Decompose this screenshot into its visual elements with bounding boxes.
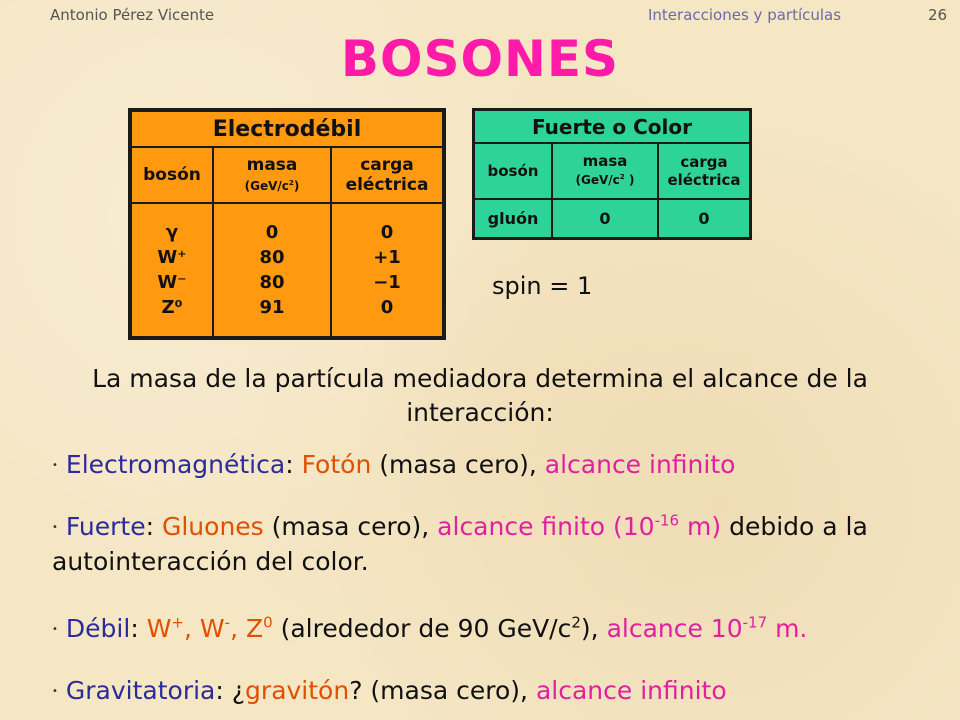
strong-tail: debido a la autointeracción del color. xyxy=(52,512,868,576)
weak-w-plus: W xyxy=(146,614,172,643)
em-mass: (masa cero), xyxy=(371,450,545,479)
slide-title: BOSONES xyxy=(340,30,620,88)
col-header-boson: bosón xyxy=(130,147,213,203)
weak-range-text: alcance 10 xyxy=(606,614,743,643)
mass-z: 91 xyxy=(259,297,285,318)
electroweak-table-title: Electrodébil xyxy=(130,110,444,147)
strong-carrier: Gluones xyxy=(161,512,264,541)
bullet-dot: • xyxy=(52,686,58,697)
spin-label: spin = 1 xyxy=(492,272,593,300)
strong-table xyxy=(472,108,752,240)
col-mass-unit-text: (GeV/c xyxy=(244,178,289,193)
strong-range xyxy=(437,512,721,541)
bullet-strong xyxy=(52,510,952,579)
weak-mass-sup: 2 xyxy=(571,613,581,632)
col-charge-line2: eléctrica xyxy=(345,175,429,195)
electroweak-table xyxy=(128,108,446,340)
bullet-dot: • xyxy=(52,624,58,635)
weak-w-minus: W xyxy=(199,614,225,643)
weak-range-end: m. xyxy=(767,614,808,643)
header-section: Interacciones y partículas xyxy=(648,6,842,24)
strong-range-exponent: -16 xyxy=(654,511,680,530)
grav-mass: (masa cero), xyxy=(362,676,536,705)
strong-name: Fuerte xyxy=(65,512,146,541)
col-mass-unit-close: ) xyxy=(293,178,300,193)
em-carrier: Fotón xyxy=(301,450,372,479)
strong-mass: (masa cero), xyxy=(263,512,438,541)
weak-w-minus-sup: - xyxy=(224,613,231,632)
col-mass-unit: $(GeV/c^2)$ xyxy=(244,177,300,193)
weak-colon: : xyxy=(130,614,147,643)
charge-z: 0 xyxy=(380,297,394,318)
charge-photon: 0 xyxy=(380,222,394,243)
boson-column xyxy=(130,203,213,338)
col-mass-label: masa xyxy=(246,154,298,175)
bullet-gravitational xyxy=(52,674,952,709)
header-page-number: 26 xyxy=(928,6,948,24)
strong-table-title: Fuerte o Color xyxy=(474,110,751,144)
em-name: Electromagnética xyxy=(65,450,286,479)
boson-w-minus: W⁻ xyxy=(157,272,187,293)
intro-paragraph: La masa de la partícula mediadora determina el alcance de la interacción: xyxy=(92,364,868,427)
grav-name: Gravitatoria xyxy=(65,676,216,705)
bullet-dot: • xyxy=(52,460,58,471)
strong-col-header-mass xyxy=(552,143,658,199)
weak-mass-end: ), xyxy=(580,614,607,643)
mass-column xyxy=(213,203,331,338)
weak-sep2: , xyxy=(230,614,246,643)
col-charge-line1: carga xyxy=(360,155,414,175)
weak-z: Z xyxy=(245,614,264,643)
boson-photon: γ xyxy=(165,222,179,243)
strong-range-end: m) xyxy=(679,512,722,541)
weak-range-exponent: -17 xyxy=(742,613,768,632)
strong-col-charge-line2: eléctrica xyxy=(667,170,741,189)
weak-sep1: , xyxy=(184,614,200,643)
mass-w-minus: 80 xyxy=(259,272,285,293)
charge-gluon: 0 xyxy=(658,199,751,239)
weak-range xyxy=(607,614,808,643)
grav-range: alcance infinito xyxy=(535,676,727,705)
mass-gluon: 0 xyxy=(552,199,658,239)
boson-gluon: gluón xyxy=(474,199,553,239)
col-header-mass xyxy=(213,147,331,203)
grav-colon: : xyxy=(215,676,232,705)
boson-w-plus: W⁺ xyxy=(157,247,187,268)
weak-w-plus-sup: + xyxy=(171,613,184,632)
weak-mass-text: (alrededor de 90 GeV/c xyxy=(272,614,572,643)
weak-z-sup: 0 xyxy=(263,613,273,632)
mass-w-plus: 80 xyxy=(259,247,285,268)
bullet-electromagnetic xyxy=(52,448,952,483)
mass-photon: 0 xyxy=(265,222,279,243)
strong-col-mass-label: masa xyxy=(582,152,628,171)
charge-w-plus: +1 xyxy=(373,247,401,268)
strong-col-charge-line1: carga xyxy=(680,152,728,171)
strong-colon: : xyxy=(145,512,162,541)
col-header-charge xyxy=(331,147,444,203)
weak-name: Débil xyxy=(65,614,131,643)
strong-col-mass-unit-text: (GeV/c xyxy=(575,173,620,188)
weak-mass xyxy=(273,614,607,643)
strong-col-header-charge xyxy=(658,143,751,199)
em-range: alcance infinito xyxy=(544,450,736,479)
charge-w-minus: −1 xyxy=(373,272,401,293)
strong-col-mass-unit-close: ) xyxy=(624,173,635,188)
strong-range-text: alcance finito (10 xyxy=(437,512,655,541)
grav-q-open: ¿ xyxy=(231,676,246,705)
weak-carriers xyxy=(147,614,273,643)
boson-z: Z⁰ xyxy=(161,297,183,318)
strong-col-mass-unit: ($GeV/c^2$ ) xyxy=(575,172,635,188)
bullet-dot: • xyxy=(52,522,58,533)
bullet-weak xyxy=(52,612,952,647)
grav-q-close: ? xyxy=(349,676,363,705)
header-author: Antonio Pérez Vicente xyxy=(50,6,215,24)
em-colon: : xyxy=(285,450,302,479)
grav-carrier: gravitón xyxy=(245,676,350,705)
strong-col-header-boson: bosón xyxy=(474,143,553,199)
charge-column xyxy=(331,203,444,338)
